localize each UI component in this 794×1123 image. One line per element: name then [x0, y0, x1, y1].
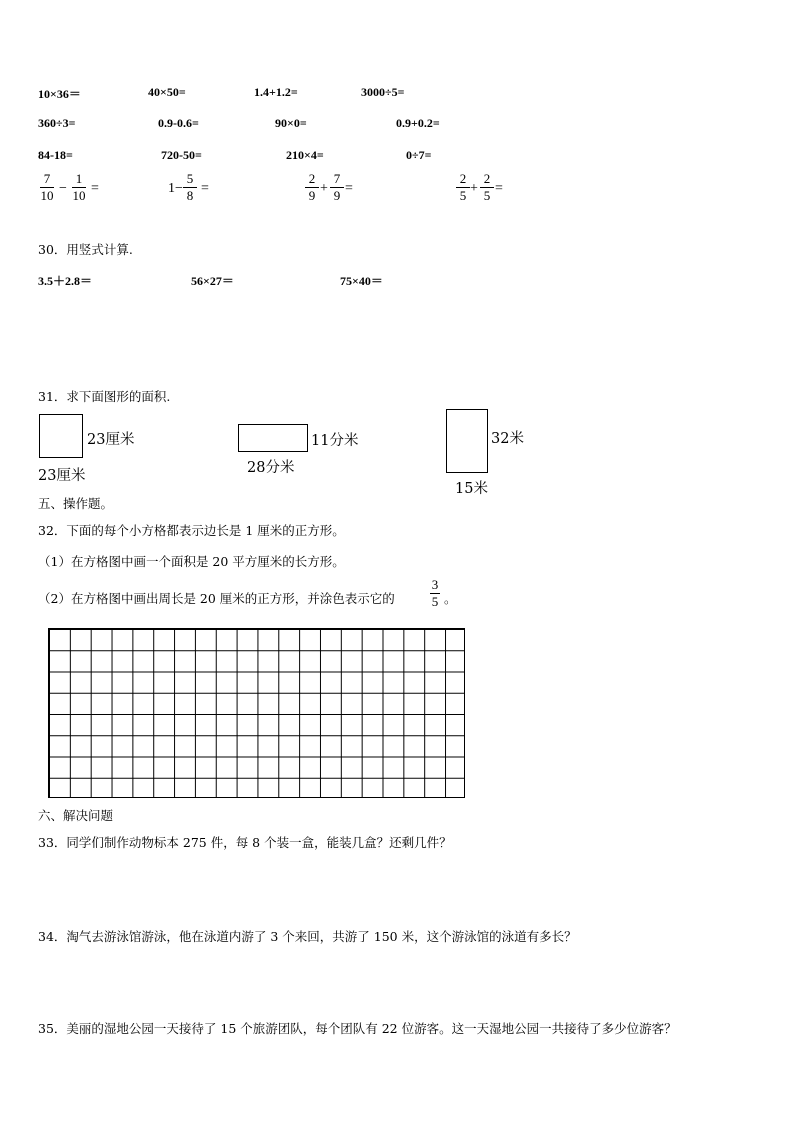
q32-part2-end: 。: [444, 591, 457, 606]
numerator: 7: [333, 171, 341, 186]
fraction: [456, 172, 470, 203]
rectangle-shape: [238, 424, 308, 452]
equals: =: [495, 181, 503, 196]
calc-item: 10×36＝: [38, 87, 81, 101]
denominator: 9: [333, 188, 341, 203]
fraction-three-fifths: [430, 578, 440, 609]
tall-rectangle-side-label: 32米: [491, 431, 524, 447]
numerator: 7: [43, 171, 51, 186]
operator: +: [320, 181, 328, 196]
denominator: 5: [431, 594, 439, 609]
square-shape: [39, 414, 83, 458]
fraction: [330, 172, 344, 203]
q32-part1: （1）在方格图中画一个面积是 20 平方厘米的长方形。: [38, 554, 345, 569]
square-grid[interactable]: [48, 628, 465, 798]
denominator: 9: [308, 188, 316, 203]
q32-title: 32．下面的每个小方格都表示边长是 1 厘米的正方形。: [38, 523, 345, 538]
fraction: [305, 172, 319, 203]
equals: =: [201, 181, 209, 196]
section-six-heading: 六、解决问题: [38, 808, 114, 823]
calc-item: 1.4+1.2=: [254, 85, 298, 99]
equals: =: [345, 181, 353, 196]
operator: −: [59, 181, 67, 196]
vertical-calc-item: 56×27＝: [191, 274, 234, 288]
calc-item: 0÷7=: [406, 148, 432, 162]
denominator: 10: [72, 188, 86, 203]
numerator: 1: [75, 171, 83, 186]
calc-item: 3000÷5=: [361, 85, 405, 99]
numerator: 2: [308, 171, 316, 186]
fraction: [72, 172, 86, 203]
denominator: 5: [483, 188, 491, 203]
q32-part2: （2）在方格图中画出周长是 20 厘米的正方形，并涂色表示它的: [38, 591, 395, 606]
fraction: [183, 172, 197, 203]
calc-item: 84-18=: [38, 148, 73, 162]
denominator: 10: [40, 188, 54, 203]
calc-item: 720-50=: [161, 148, 202, 162]
tall-rectangle-shape: [446, 409, 488, 473]
equals: =: [91, 181, 99, 196]
q35-text: 35．美丽的湿地公园一天接待了 15 个旅游团队，每个团队有 22 位游客。这一天湿地公园一共接待了多少位游客？: [38, 1021, 677, 1036]
calc-item: 210×4=: [286, 148, 324, 162]
section-five-heading: 五、操作题。: [38, 496, 114, 511]
q34-text: 34．淘气去游泳馆游泳，他在泳道内游了 3 个来回，共游了 150 米，这个游泳馆的泳道有多长？: [38, 929, 577, 944]
calc-item: 40×50=: [148, 85, 186, 99]
calc-item: 0.9+0.2=: [396, 116, 440, 130]
denominator: 5: [459, 188, 467, 203]
vertical-calc-item: 3.5＋2.8＝: [38, 274, 93, 288]
calc-item: 0.9-0.6=: [158, 116, 199, 130]
numerator: 2: [483, 171, 491, 186]
calc-item: 360÷3=: [38, 116, 76, 130]
fraction: [40, 172, 54, 203]
tall-rectangle-bottom-label: 15米: [455, 481, 488, 497]
calc-item: 90×0=: [275, 116, 307, 130]
numerator: 2: [459, 171, 467, 186]
numerator: 5: [186, 171, 194, 186]
vertical-calc-item: 75×40＝: [340, 274, 383, 288]
q31-title: 31．求下面图形的面积.: [38, 389, 171, 404]
rectangle-side-label: 11分米: [311, 433, 359, 449]
operator: +: [470, 181, 478, 196]
q30-title: 30．用竖式计算.: [38, 242, 133, 257]
fraction: [480, 172, 494, 203]
rectangle-bottom-label: 28分米: [247, 460, 295, 476]
denominator: 8: [186, 188, 194, 203]
numerator: 3: [431, 577, 439, 592]
square-bottom-label: 23厘米: [38, 468, 86, 484]
square-side-label: 23厘米: [87, 432, 135, 448]
whole-minus: 1−: [168, 181, 183, 196]
q33-text: 33．同学们制作动物标本 275 件，每 8 个装一盒，能装几盒？还剩几件？: [38, 835, 452, 850]
